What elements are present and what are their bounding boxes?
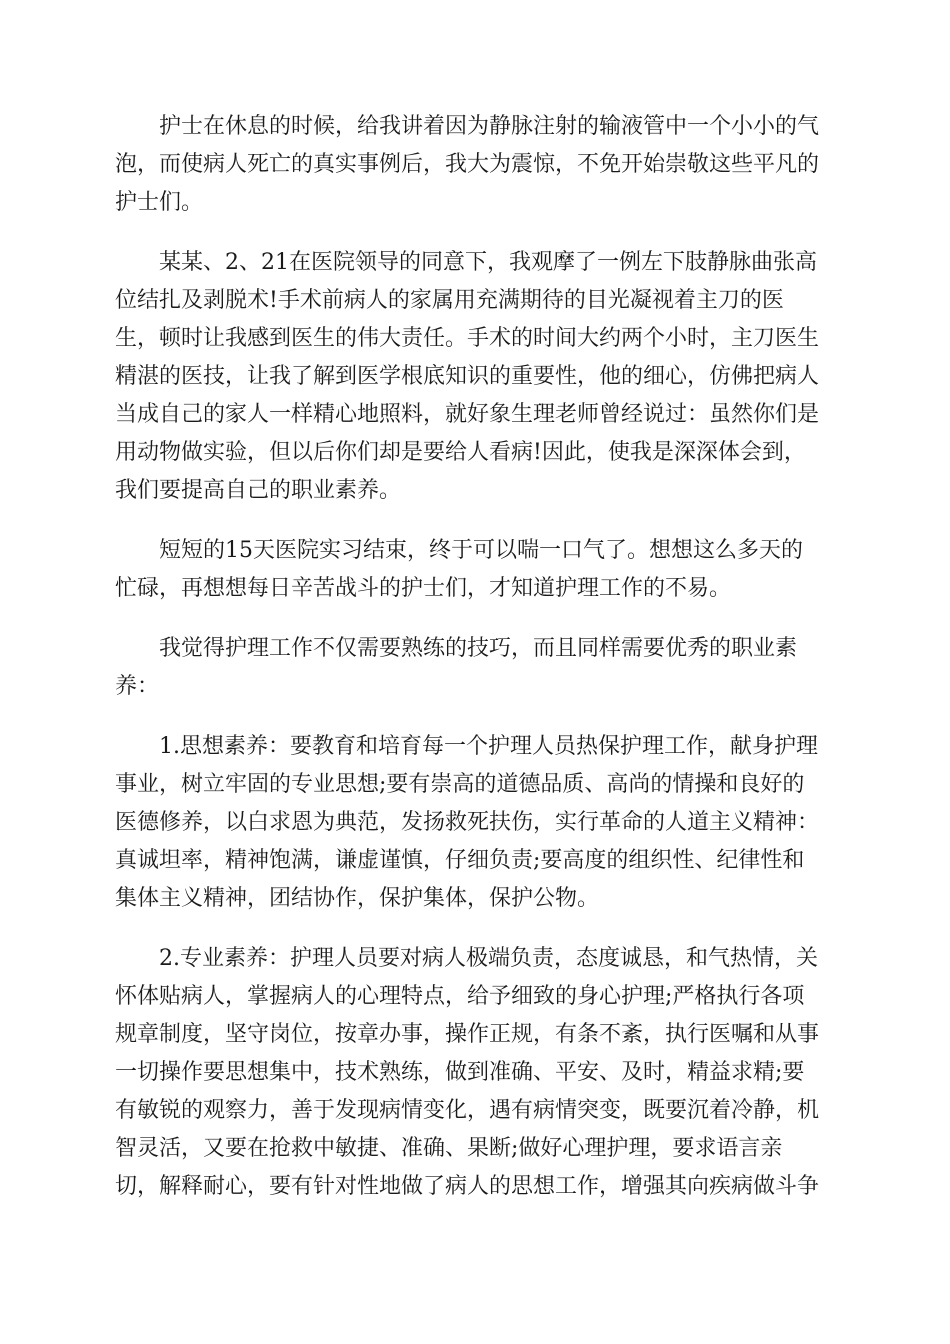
text-line: 当成自己的家人一样精心地照料，就好象生理老师曾经说过：虽然你们是 [115, 402, 820, 427]
paragraph-5 [115, 728, 835, 918]
paragraph-2 [115, 244, 835, 510]
text-line: 某某、2、21在医院领导的同意下，我观摩了一例左下肢静脉曲张高 [159, 250, 817, 275]
text-line: 切，解释耐心，要有针对性地做了病人的思想工作，增强其向疾病做斗争 [115, 1174, 820, 1199]
text-line: 规章制度，坚守岗位，按章办事，操作正规，有条不紊，执行医嘱和从事 [115, 1022, 820, 1047]
text-line: 护士在休息的时候，给我讲着因为静脉注射的输液管中一个小小的气 [159, 114, 820, 139]
text-line: 精湛的医技，让我了解到医学根底知识的重要性，他的细心，仿佛把病人 [115, 364, 820, 389]
text-line: 生，顿时让我感到医生的伟大责任。手术的时间大约两个小时，主刀医生 [115, 326, 820, 351]
text-line: 一切操作要思想集中，技术熟练，做到准确、平安、及时，精益求精;要 [115, 1060, 805, 1085]
text-line: 事业，树立牢固的专业思想;要有崇高的道德品质、高尚的情操和良好的 [115, 772, 805, 797]
paragraph-6 [115, 940, 835, 1206]
text-line: 集体主义精神，团结协作，保护集体，保护公物。 [115, 886, 600, 911]
text-line: 我们要提高自己的职业素养。 [115, 478, 402, 503]
text-line: 医德修养，以白求恩为典范，发扬救死扶伤，实行革命的人道主义精神： [115, 810, 820, 835]
paragraph-1 [115, 108, 835, 222]
text-line: 忙碌，再想想每日辛苦战斗的护士们，才知道护理工作的不易。 [115, 576, 732, 601]
text-line: 养： [115, 674, 160, 699]
paragraph-3 [115, 532, 835, 608]
text-line: 用动物做实验，但以后你们却是要给人看病!因此，使我是深深体会到， [115, 440, 806, 465]
text-line: 有敏锐的观察力，善于发现病情变化，遇有病情突变，既要沉着冷静，机 [115, 1098, 820, 1123]
document-body [115, 108, 835, 1228]
text-line: 智灵活，又要在抢救中敏捷、准确、果断;做好心理护理，要求语言亲 [115, 1136, 783, 1161]
text-line: 我觉得护理工作不仅需要熟练的技巧，而且同样需要优秀的职业素 [159, 636, 798, 661]
text-line: 真诚坦率，精神饱满，谦虚谨慎，仔细负责;要高度的组织性、纪律性和 [115, 848, 805, 873]
text-line: 2.专业素养：护理人员要对病人极端负责，态度诚恳，和气热情，关 [159, 946, 818, 971]
text-line: 1.思想素养：要教育和培育每一个护理人员热保护理工作，献身护理 [159, 734, 818, 759]
text-line: 短短的15天医院实习结束，终于可以喘一口气了。想想这么多天的 [159, 538, 803, 563]
text-line: 护士们。 [115, 190, 204, 215]
text-line: 怀体贴病人，掌握病人的心理特点，给予细致的身心护理;严格执行各项 [115, 984, 805, 1009]
text-line: 泡，而使病人死亡的真实事例后，我大为震惊，不免开始崇敬这些平凡的 [115, 152, 820, 177]
paragraph-4 [115, 630, 835, 706]
text-line: 位结扎及剥脱术!手术前病人的家属用充满期待的目光凝视着主刀的医 [115, 288, 784, 313]
